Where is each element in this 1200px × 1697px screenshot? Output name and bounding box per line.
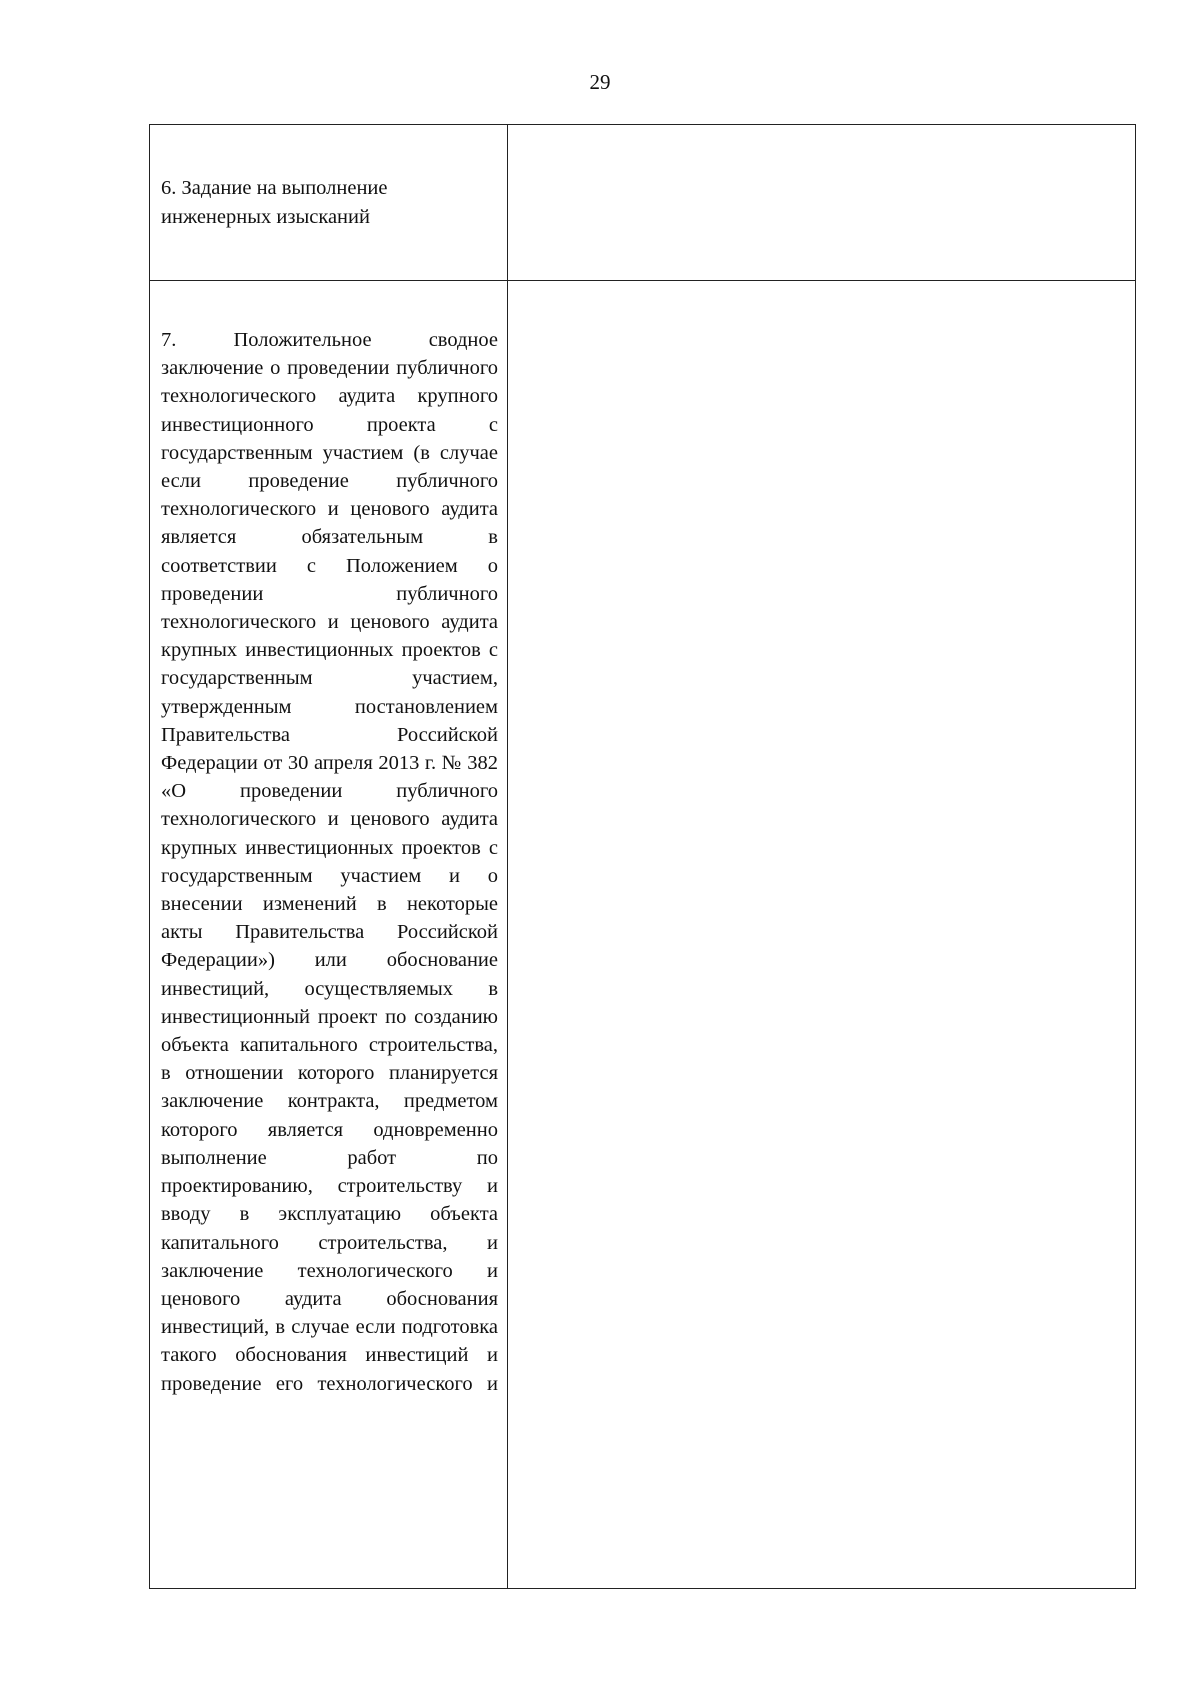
document-table [149, 124, 1136, 1589]
row-value-cell [508, 281, 1136, 1589]
row-label-text: 6. Задание на выполнение инженерных изысканий [161, 177, 388, 228]
row-value-cell [508, 125, 1136, 281]
page-number: 29 [589, 70, 611, 94]
row-label-text: 7. Положительное сводное заключение о проведении публичного технологического аудита крупного инвестиционного проекта с государственным участием (в случае если проведение публичного технологического и ценового аудита является обязательным в соответствии с Положением о проведении публичного технологического и ценового аудита крупных инвестиционных проектов с государственным участием, утвержденным постановлением Правительства Российской Федерации от 30 апреля 2013 г. № 382 «О проведении публичного технологического и ценового аудита крупных инвестиционных проектов с государственным участием и о внесении изменений в некоторые акты Правительства Российской Федерации») или обоснование инвестиций, осуществляемых в инвестиционный проект по созданию объекта капитального строительства, в отношении которого планируется заключение контракта, предметом которого является одновременно выполнение работ по проектированию, строительству и вводу в эксплуатацию объекта капитального строительства, и заключение технологического и ценового аудита обоснования инвестиций, в случае если подготовка такого обоснования инвестиций и проведение его технологического и [161, 329, 498, 1395]
row-label-cell [150, 125, 508, 281]
table-row [150, 125, 1136, 281]
row-label-cell [150, 281, 508, 1589]
table-row [150, 281, 1136, 1589]
row-value-text [508, 281, 1135, 326]
